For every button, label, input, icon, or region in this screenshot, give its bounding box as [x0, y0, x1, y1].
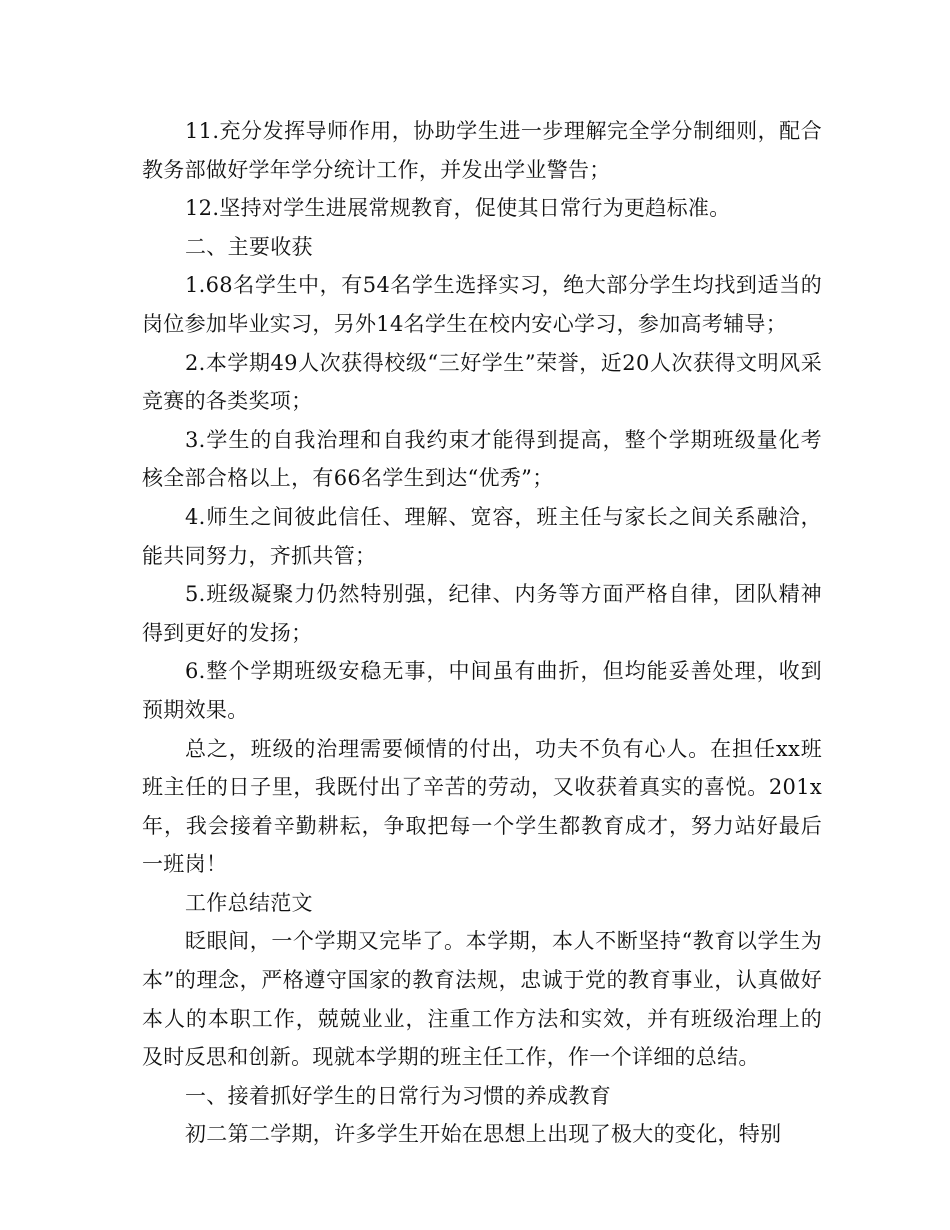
document-page: [142, 112, 822, 1154]
paragraph-gain-4: 4.师生之间彼此信任、理解、宽容，班主任与家长之间关系融洽，能共同努力，齐抓共管；: [142, 504, 822, 568]
section-heading-habits: 一、接着抓好学生的日常行为习惯的养成教育: [185, 1083, 611, 1108]
paragraph-gain-5: 5.班级凝聚力仍然特别强，纪律、内务等方面严格自律，团队精神得到更好的发扬；: [142, 582, 822, 645]
paragraph-gain-6: 6.整个学期班级安稳无事，中间虽有曲折，但均能妥善处理，收到预期效果。: [142, 659, 822, 722]
paragraph-gain-2: 2.本学期49人次获得校级“三好学生”荣誉，近20人次获得文明风采竞赛的各类奖项；: [142, 350, 822, 414]
paragraph-habits-start: 初二第二学期，许多学生开始在思想上出现了极大的变化，特别: [185, 1122, 782, 1147]
paragraph-gain-1: 1.68名学生中，有54名学生选择实习，绝大部分学生均找到适当的岗位参加毕业实习，另外14名学生在校内安心学习，参加高考辅导；: [142, 273, 822, 336]
section-heading-main-gains: 二、主要收获: [185, 234, 313, 259]
paragraph-conclusion: 总之，班级的治理需要倾情的付出，功夫不负有心人。在担任xx班班主任的日子里，我既付出了辛苦的劳动，又收获着真实的喜悦。201x年，我会接着辛勤耕耘，争取把每一个学生都教育成才，努力站好最后一班岗！: [142, 736, 822, 877]
paragraph-intro: 眨眼间，一个学期又完毕了。本学期，本人不断坚持“教育以学生为本”的理念，严格遵守国家的教育法规，忠诚于党的教育事业，认真做好本人的本职工作，兢兢业业，注重工作方法和实效，并有班级治理上的及时反思和创新。现就本学期的班主任工作，作一个详细的总结。: [142, 929, 822, 1070]
paragraph-gain-3: 3.学生的自我治理和自我约束才能得到提高，整个学期班级量化考核全部合格以上，有66名学生到达“优秀”；: [142, 427, 822, 491]
section-title-work-summary: 工作总结范文: [185, 890, 313, 915]
paragraph-item-12: 12.坚持对学生进展常规教育，促使其日常行为更趋标准。: [185, 196, 731, 221]
paragraph-item-11: 11.充分发挥导师作用，协助学生进一步理解完全学分制细则，配合教务部做好学年学分统计工作，并发出学业警告；: [142, 119, 822, 182]
